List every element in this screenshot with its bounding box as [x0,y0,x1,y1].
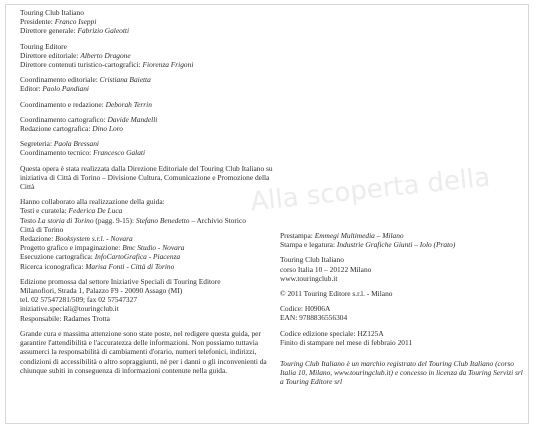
publisher-block [20,8,282,36]
tci-address: corso Italia 10 – 20122 Milano [280,264,372,274]
editorial-director-line: Direttore editoriale: Alberto Dragone [20,50,131,60]
copyright-line: © 2011 Touring Editore s.r.l. - Milano [280,289,393,299]
editore-name: Touring Editore [20,41,67,51]
carto-coordination-line: Coordinamento cartografico: Davide Mandelli [20,114,158,124]
edition-line-1: Edizione promossa dal settore Iniziative Speciali di Touring Editore [20,276,221,286]
copyright-block [280,289,525,298]
redazione-block [20,100,282,109]
codice-line: Codice: H0906A [280,304,331,314]
tci-website: www.touringclub.it [280,273,338,283]
tech-block [20,139,282,157]
secretary-line: Segreteria: Paola Bressani [20,139,99,149]
cartography-block [20,115,282,133]
president-line: Presidente: Franco Iseppi [20,17,97,27]
director-general-line: Direttore generale: Fabrizio Galeotti [20,26,129,36]
icon-research-line: Ricerca iconografica: Marisa Fonti - Città di Torino [20,261,175,271]
texts-line: Testi e curatela: Federica De Luca [20,206,123,216]
ean-line: EAN: 9788836556304 [280,313,348,323]
edition-address: Milanofiori, Strada 1, Palazzo F9 - 20090 Assago (MI) [20,286,183,296]
printed-date-line: Finito di stampare nel mese di febbraio 2011 [280,337,413,347]
storia-line: Testo La storia di Torino (pagg. 9-15): Stefano Benedetto – Archivio Storico [20,215,246,225]
intro-paragraph: Questa opera è stata realizzata dalla Direzione Editoriale del Touring Club Italiano su iniziativa di Città di Torino – Divisione Cultura, Comunicazione e Promozione della Città [20,163,273,192]
tech-coordination-line: Coordinamento tecnico: Francesco Galati [20,148,146,158]
content-director-line: Direttore contenuti turistico-cartografici: Fiorenza Frigoni [20,60,194,70]
editore-block [20,42,282,70]
trademark-footnote: Touring Club Italiano è un marchio registrato del Touring Club Italiano (corso Italia 10, Milano, www.touringclub.it) e concesso in licenza da Touring Servizi srl a Touring Editore srl [280,359,523,387]
redazione-line: Coordinamento e redazione: Deborah Terrin [20,99,152,109]
disclaimer-paragraph: Grande cura e massima attenzione sono state poste, nel redigere questa guida, per garantire l'attendibilità e l'accuratezza delle informazioni. Non possiamo tuttavia assumerci la responsabilità di cambiamenti d'orario, numeri telefonici, indirizzi, condizioni di accessibilità o altro sopraggiunti, né per i danni o gli inconvenienti da chiunque subiti in conseguenza di informazioni contenute nella guida. [20,328,267,375]
editor-line: Editor: Paolo Pandiani [20,84,89,94]
faint-background-text: Alla scoperta della [249,162,492,218]
special-edition-block [280,329,525,347]
editorial-coordination-line: Coordinamento editoriale: Cristiana Baietta [20,75,151,85]
tci-address-block [280,255,525,283]
coordination-block [20,75,282,93]
carto-redazione-line: Redazione cartografica: Dino Loro [20,124,123,134]
printing-block [280,231,525,249]
codes-block [280,304,525,322]
redaction-line: Redazione: Booksystem s.r.l. - Novara [20,234,133,244]
edition-email: iniziative.speciali@touringclub.it [20,304,119,314]
special-code-line: Codice edizione speciale: HZ125A [280,328,384,338]
right-column [280,231,525,393]
collaborators-block [20,197,282,271]
responsible-line: Responsabile: Radames Trotta [20,313,110,323]
left-column [20,8,282,381]
storia-line-2: Città di Torino [20,224,64,234]
edition-phone: tel. 02 57547281/509; fax 02 57547327 [20,295,138,305]
tci-name: Touring Club Italiano [280,255,344,265]
design-line: Progetto grafico e impaginazione: Bmc Studio - Novara [20,243,185,253]
publisher-name: Touring Club Italiano [20,8,84,17]
carto-execution-line: Esecuzione cartografica: InfoCartoGrafica - Piacenza [20,252,181,262]
stampa-line: Stampa e legatura: Industrie Grafiche Giunti – Iolo (Prato) [280,240,456,250]
prestampa-line: Prestampa: Emmegi Multimedia – Milano [280,231,404,240]
edition-block [20,277,282,323]
collaborators-heading: Hanno collaborato alla realizzazione della guida: [20,197,165,207]
